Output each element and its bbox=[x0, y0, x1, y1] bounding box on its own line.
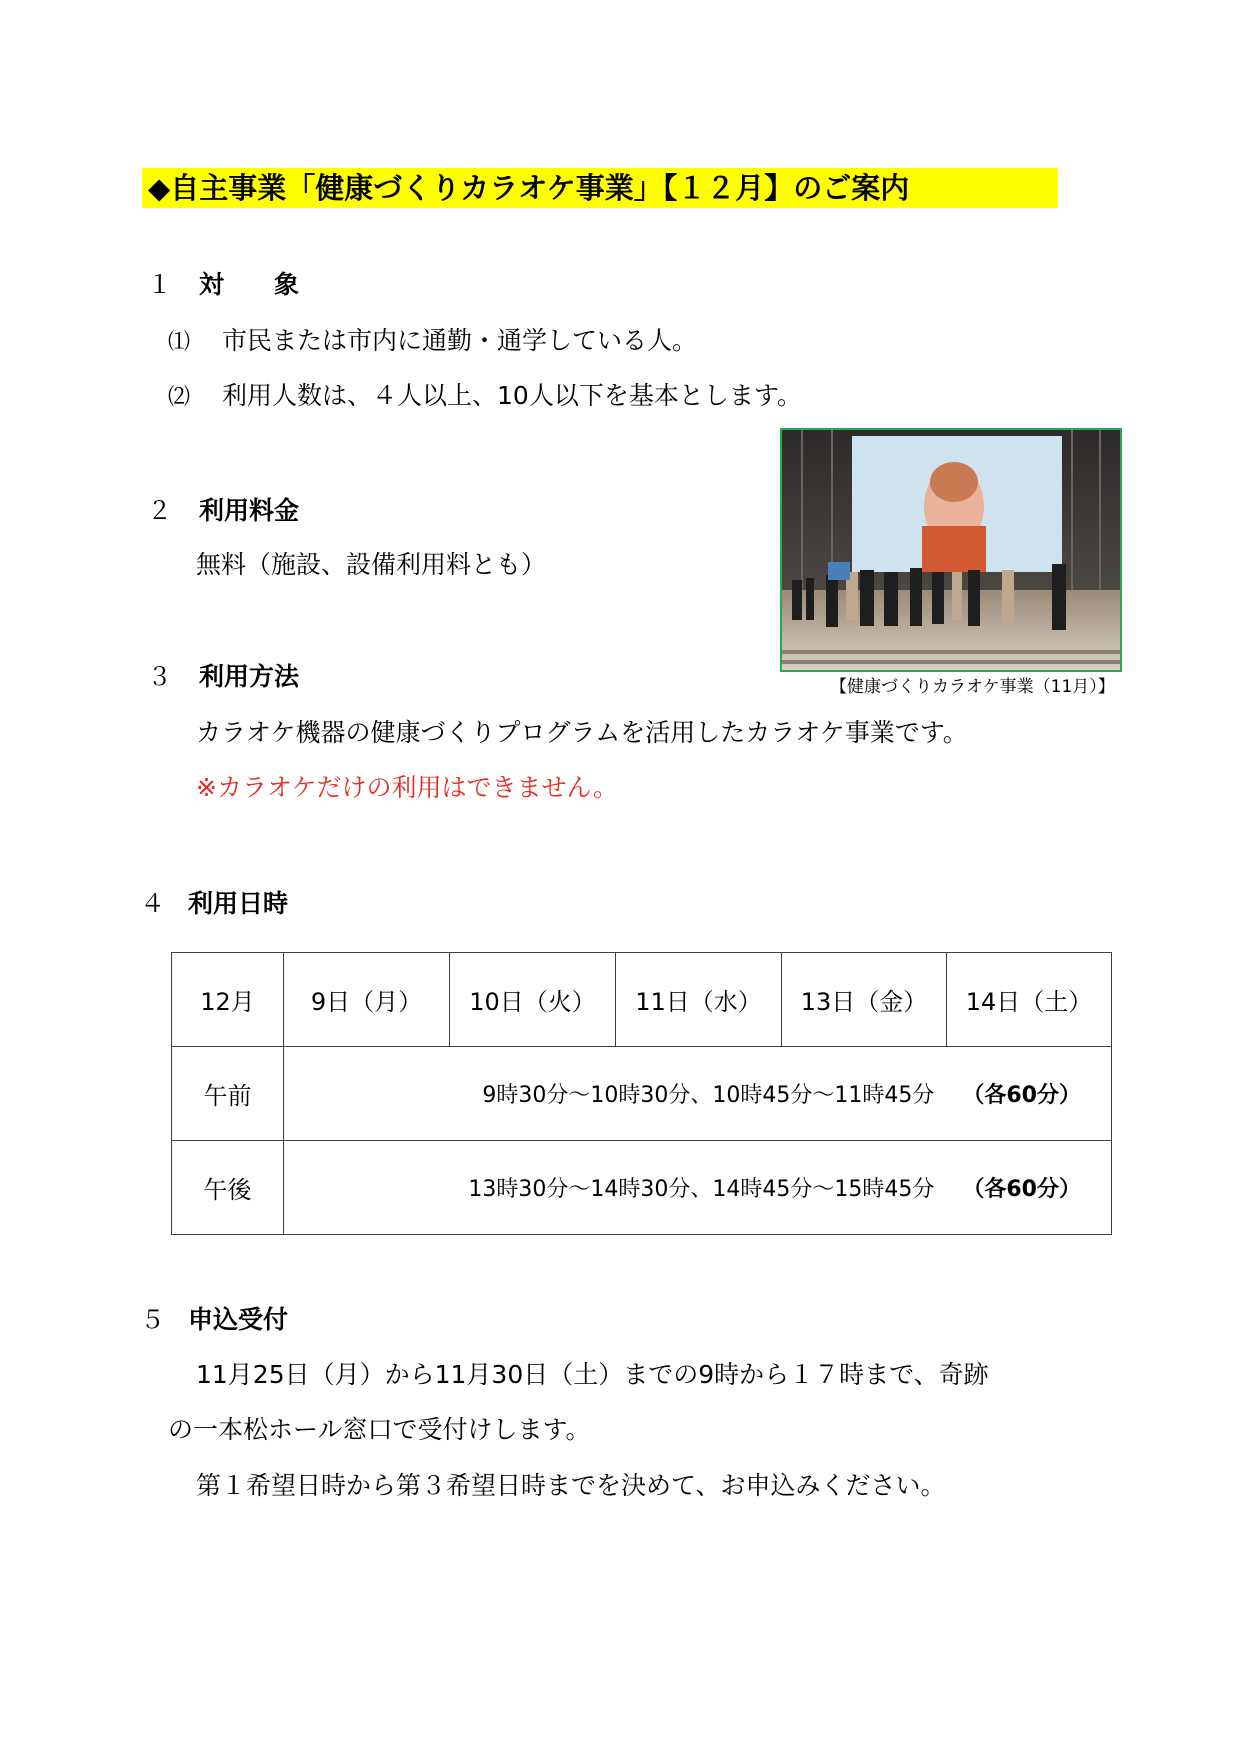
section-4-heading bbox=[140, 887, 288, 921]
list-item bbox=[168, 379, 802, 415]
section-number: ４ bbox=[140, 889, 166, 918]
time-slots: 13時30分～14時30分、14時45分～15時45分 bbox=[468, 1177, 935, 1202]
photo-caption: 【健康づくりカラオケ事業（11月）】 bbox=[830, 677, 1115, 697]
table-cell-day: 13日（金） bbox=[782, 953, 947, 1047]
event-photo-image bbox=[782, 430, 1120, 670]
list-marker: ⑵ bbox=[168, 385, 191, 410]
list-marker: ⑴ bbox=[168, 330, 191, 355]
section-title: 申込受付 bbox=[188, 1305, 289, 1334]
list-item bbox=[168, 324, 697, 360]
section-number: ３ bbox=[147, 662, 173, 691]
duration: （各60分） bbox=[962, 1177, 1081, 1202]
table-cell-times bbox=[284, 1141, 1112, 1235]
list-item-text: 市民または市内に通勤・通学している人。 bbox=[222, 326, 698, 355]
time-slots: 9時30分～10時30分、10時45分～11時45分 bbox=[482, 1083, 935, 1108]
table-row bbox=[172, 953, 1112, 1047]
table-cell-day: 9日（月） bbox=[284, 953, 450, 1047]
section-3-heading bbox=[147, 660, 299, 694]
table-row bbox=[172, 1047, 1112, 1141]
section-2-heading bbox=[147, 494, 299, 528]
section-title: 利用方法 bbox=[199, 662, 300, 691]
section-title: 利用料金 bbox=[199, 496, 300, 525]
table-row bbox=[172, 1141, 1112, 1235]
section-1-heading bbox=[147, 268, 299, 302]
fee-text: 無料（施設、設備利用料とも） bbox=[196, 550, 547, 579]
duration: （各60分） bbox=[962, 1083, 1081, 1108]
application-text-line-3: 第１希望日時から第３希望日時までを決めて、お申込みください。 bbox=[196, 1471, 946, 1500]
table-cell-period: 午前 bbox=[172, 1047, 284, 1141]
section-title: 対 象 bbox=[199, 270, 300, 299]
table-cell-day: 10日（火） bbox=[450, 953, 616, 1047]
schedule-table bbox=[171, 952, 1112, 1235]
section-title: 利用日時 bbox=[188, 889, 289, 918]
usage-text: カラオケ機器の健康づくりプログラムを活用したカラオケ事業です。 bbox=[196, 718, 968, 747]
application-text-line-2: の一本松ホール窓口で受付けします。 bbox=[168, 1415, 591, 1444]
table-cell-times bbox=[284, 1047, 1112, 1141]
section-number: ２ bbox=[147, 496, 173, 525]
application-text-line-1: 11月25日（月）から11月30日（土）までの9時から１７時まで、奇跡 bbox=[196, 1360, 989, 1389]
page-title: ◆自主事業「健康づくりカラオケ事業」【１２月】のご案内 bbox=[142, 168, 1058, 208]
table-cell-period: 午後 bbox=[172, 1141, 284, 1235]
table-cell-month: 12月 bbox=[172, 953, 284, 1047]
table-cell-day: 11日（水） bbox=[616, 953, 782, 1047]
usage-note: ※カラオケだけの利用はできません。 bbox=[196, 773, 618, 802]
section-5-heading bbox=[140, 1303, 288, 1337]
section-number: ５ bbox=[140, 1305, 166, 1334]
list-item-text: 利用人数は、４人以上、10人以下を基本とします。 bbox=[222, 381, 802, 410]
table-cell-day: 14日（土） bbox=[947, 953, 1112, 1047]
event-photo bbox=[780, 428, 1122, 672]
section-number: １ bbox=[147, 270, 173, 299]
